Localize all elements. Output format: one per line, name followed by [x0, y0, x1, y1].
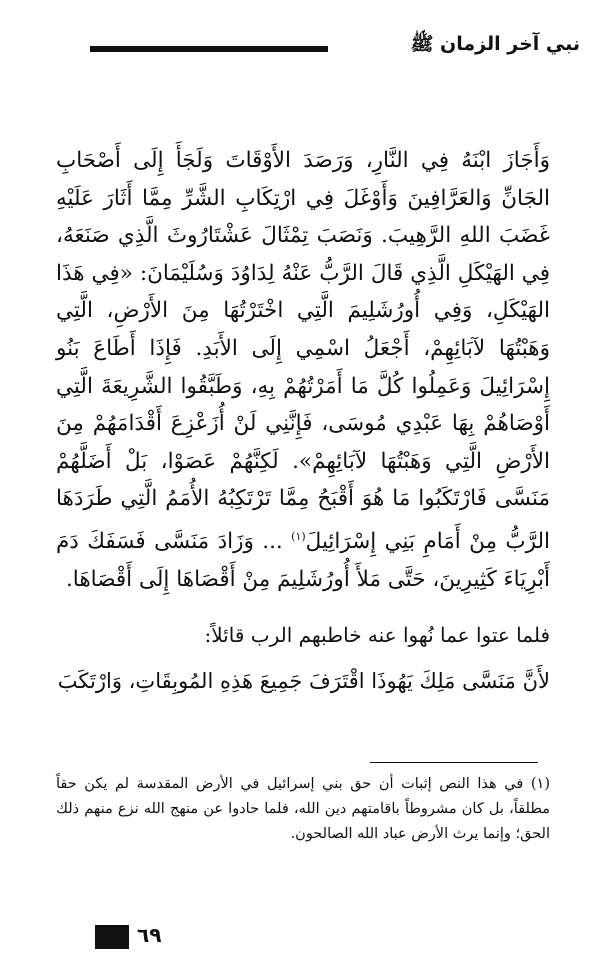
- page-number: ٦٩: [137, 923, 162, 947]
- footnote-separator: [370, 762, 538, 763]
- footnote-reference[interactable]: (١): [291, 529, 306, 543]
- intro-line: فلما عتوا عما نُهوا عنه خاطبهم الرب قائلاً:: [204, 623, 550, 648]
- running-header: [90, 30, 580, 62]
- body-text: [56, 142, 550, 698]
- folio-block: [95, 925, 129, 949]
- footnote: (١) في هذا النص إثبات أن حق بني إسرائيل في الأرض المقدسة لم يكن حقاً مطلقاً، بل كان مشروطاً باقامتهم دين الله، فلما حادوا عن منهج الله نزع منهم ذلك الحق؛ وإنما يرث الأرض عباد الله الصالحون.: [56, 776, 550, 842]
- verse-line: لأَنَّ مَنَسَّى مَلِكَ يَهُوذَا اقْتَرَفَ جَمِيعَ هَذِهِ المُوبِقَاتِ، وَارْتَكَبَ: [57, 669, 550, 694]
- main-paragraph-tail: ... وَزَادَ مَنَسَّى فَسَفَكَ دَمَ أَبْرِيَاءَ كَثِيرِينَ، حَتَّى مَلأَ أُورُشَلِيمَ مِنْ أَقْصَاهَا إِلَى أَقْصَاهَا.: [56, 529, 550, 592]
- header-rule: [90, 46, 328, 52]
- main-paragraph: [56, 142, 550, 598]
- main-paragraph-text: وَأَجَازَ ابْنَهُ فِي النَّارِ، وَرَصَدَ الأَوْقَاتَ وَلَجَأَ إِلَى أَصْحَابِ الجَانِّ وَالعَرَّافِينَ وَأَوْغَلَ فِي ارْتِكَابِ الشَّرِّ مِمَّا أَثَارَ عَلَيْهِ غَضَبَ اللهِ الرَّهِيبَ. وَنَصَبَ تِمْثَالَ عَشْتَارُوثَ الَّذِي صَنَعَهُ، فِي الهَيْكَلِ الَّذِي قَالَ الرَّبُّ عَنْهُ لِدَاوُدَ وَسُلَيْمَانَ: «فِي هَذَا الهَيْكَلِ، وَفِي أُورُشَلِيمَ الَّتِي اخْتَرْتُهَا مِنَ الأَرْضِ، الَّتِي وَهَبْتُهَا لآبَائِهِمْ، أَجْعَلُ اسْمِي إِلَى الأَبَدِ. فَإِذَا أَطَاعَ بَنُو إِسْرَائِيلَ وَعَمِلُوا كُلَّ مَا أَمَرْتُهُمْ بِهِ، وَطَبَّقُوا الشَّرِيعَةَ الَّتِي أَوْصَاهُمْ بِهَا عَبْدِي مُوسَى، فَإِنَّنِي لَنْ أُزَعْزِعَ أَقْدَامَهُمْ مِنَ الأَرْضِ الَّتِي وَهَبْتُهَا لآبَائِهِمْ». لَكِنَّهُمْ عَصَوْا، بَلْ أَضَلَّهُمْ مَنَسَّى فَارْتَكَبُوا مَا هُوَ أَقْبَحُ مِمَّا تَرْتَكِبُهُ الأُمَمُ الَّتِي طَرَدَهَا الرَّبُّ مِنْ أَمَامِ بَنِي إِسْرَائِيلَ: [56, 148, 550, 555]
- running-title: نبي آخر الزمان ﷺ: [410, 33, 580, 55]
